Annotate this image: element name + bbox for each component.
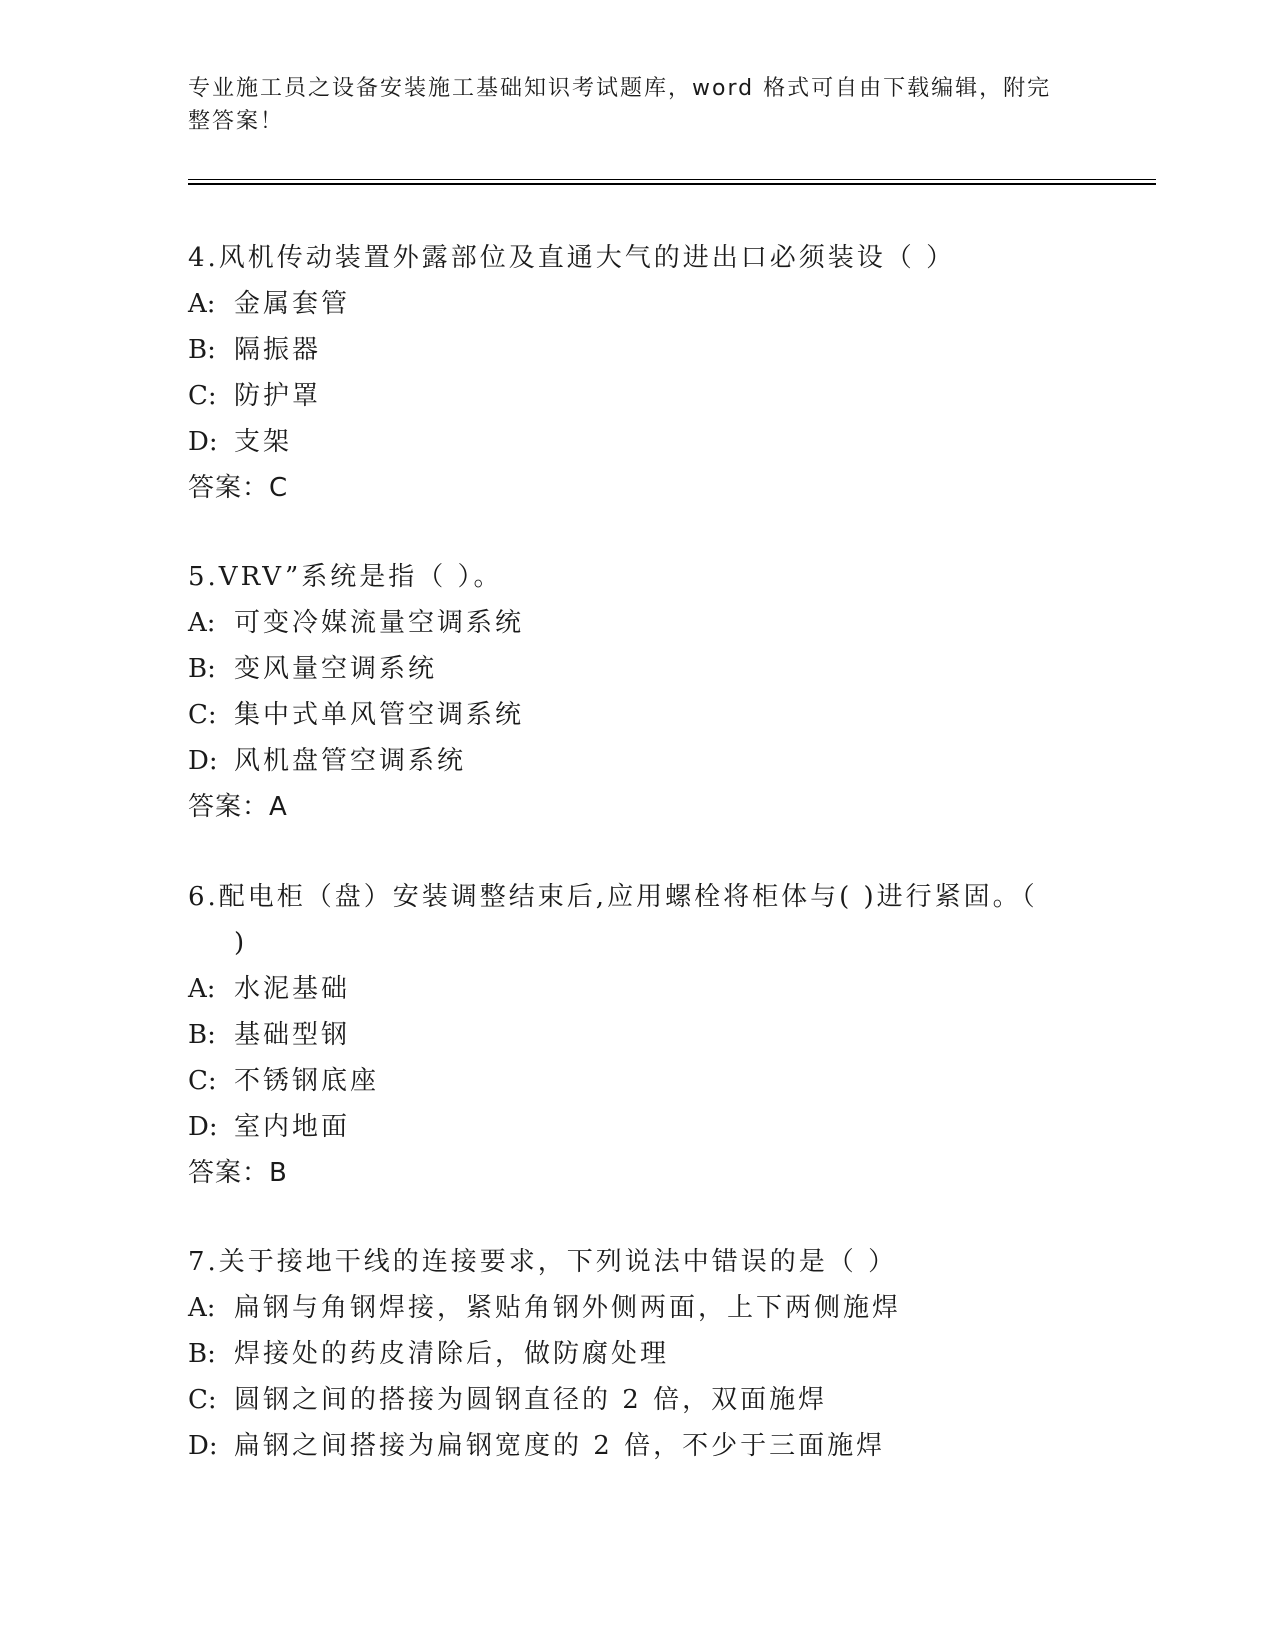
question-5 — [188, 554, 1068, 830]
option-letter: C: — [188, 1385, 217, 1415]
option-d — [188, 1104, 1068, 1150]
option-c — [188, 1377, 1068, 1423]
option-a — [188, 1285, 1068, 1331]
question-7 — [188, 1239, 1068, 1469]
option-a — [188, 966, 1068, 1012]
answer-line: 答案：B — [188, 1158, 288, 1188]
option-letter: A: — [188, 608, 216, 638]
document-header — [188, 72, 1068, 138]
option-letter: B: — [188, 335, 216, 365]
option-c — [188, 692, 1068, 738]
option-text: 风机盘管空调系统 — [234, 746, 467, 776]
option-a — [188, 281, 1068, 327]
option-text: 支架 — [234, 427, 293, 457]
option-text: 基础型钢 — [234, 1020, 351, 1050]
option-letter: D: — [188, 427, 218, 457]
option-b — [188, 646, 1068, 692]
question-4 — [188, 235, 1068, 511]
option-letter: A: — [188, 974, 216, 1004]
answer-line: 答案：C — [188, 473, 289, 503]
option-letter: C: — [188, 381, 217, 411]
question-6 — [188, 874, 1068, 1196]
option-b — [188, 1012, 1068, 1058]
option-letter: D: — [188, 1112, 218, 1142]
option-d — [188, 738, 1068, 784]
option-text: 可变冷媒流量空调系统 — [234, 608, 525, 638]
header-line-2: 整答案！ — [188, 109, 285, 134]
option-letter: A: — [188, 1293, 216, 1323]
option-d — [188, 1423, 1068, 1469]
option-c — [188, 373, 1068, 419]
option-text: 隔振器 — [234, 335, 322, 365]
option-text: 集中式单风管空调系统 — [234, 700, 525, 730]
option-a — [188, 600, 1068, 646]
option-letter: C: — [188, 700, 217, 730]
question-stem: 4.风机传动装置外露部位及直通大气的进出口必须装设（ ） — [188, 243, 956, 273]
option-b — [188, 327, 1068, 373]
option-text: 扁钢与角钢焊接，紧贴角钢外侧两面，上下两侧施焊 — [234, 1293, 902, 1323]
header-divider-thick — [188, 183, 1156, 185]
option-text: 变风量空调系统 — [234, 654, 438, 684]
option-text: 焊接处的药皮清除后，做防腐处理 — [234, 1339, 670, 1369]
header-line-1: 专业施工员之设备安装施工基础知识考试题库，word 格式可自由下载编辑，附完 — [188, 76, 1052, 101]
option-letter: A: — [188, 289, 216, 319]
option-text: 不锈钢底座 — [234, 1066, 380, 1096]
option-c — [188, 1058, 1068, 1104]
option-text: 金属套管 — [234, 289, 351, 319]
answer-line: 答案：A — [188, 792, 288, 822]
option-letter: D: — [188, 746, 218, 776]
option-text: 防护罩 — [234, 381, 322, 411]
option-letter: C: — [188, 1066, 217, 1096]
option-letter: B: — [188, 1339, 216, 1369]
option-b — [188, 1331, 1068, 1377]
option-text: 室内地面 — [234, 1112, 351, 1142]
option-text: 水泥基础 — [234, 974, 351, 1004]
option-d — [188, 419, 1068, 465]
question-stem-continuation: ) — [234, 928, 248, 958]
question-stem: 7.关于接地干线的连接要求，下列说法中错误的是（ ） — [188, 1247, 898, 1277]
option-text: 扁钢之间搭接为扁钢宽度的 2 倍，不少于三面施焊 — [234, 1431, 886, 1461]
option-letter: B: — [188, 654, 216, 684]
option-letter: D: — [188, 1431, 218, 1461]
option-letter: B: — [188, 1020, 216, 1050]
question-stem-text: 6.配电柜（盘）安装调整结束后,应用螺栓将柜体与( )进行紧固。（ — [188, 882, 1038, 912]
option-text: 圆钢之间的搭接为圆钢直径的 2 倍，双面施焊 — [234, 1385, 828, 1415]
question-stem — [188, 874, 1068, 966]
header-divider-thin — [188, 179, 1156, 180]
question-stem: 5.VRV”系统是指（ ）。 — [188, 562, 503, 592]
